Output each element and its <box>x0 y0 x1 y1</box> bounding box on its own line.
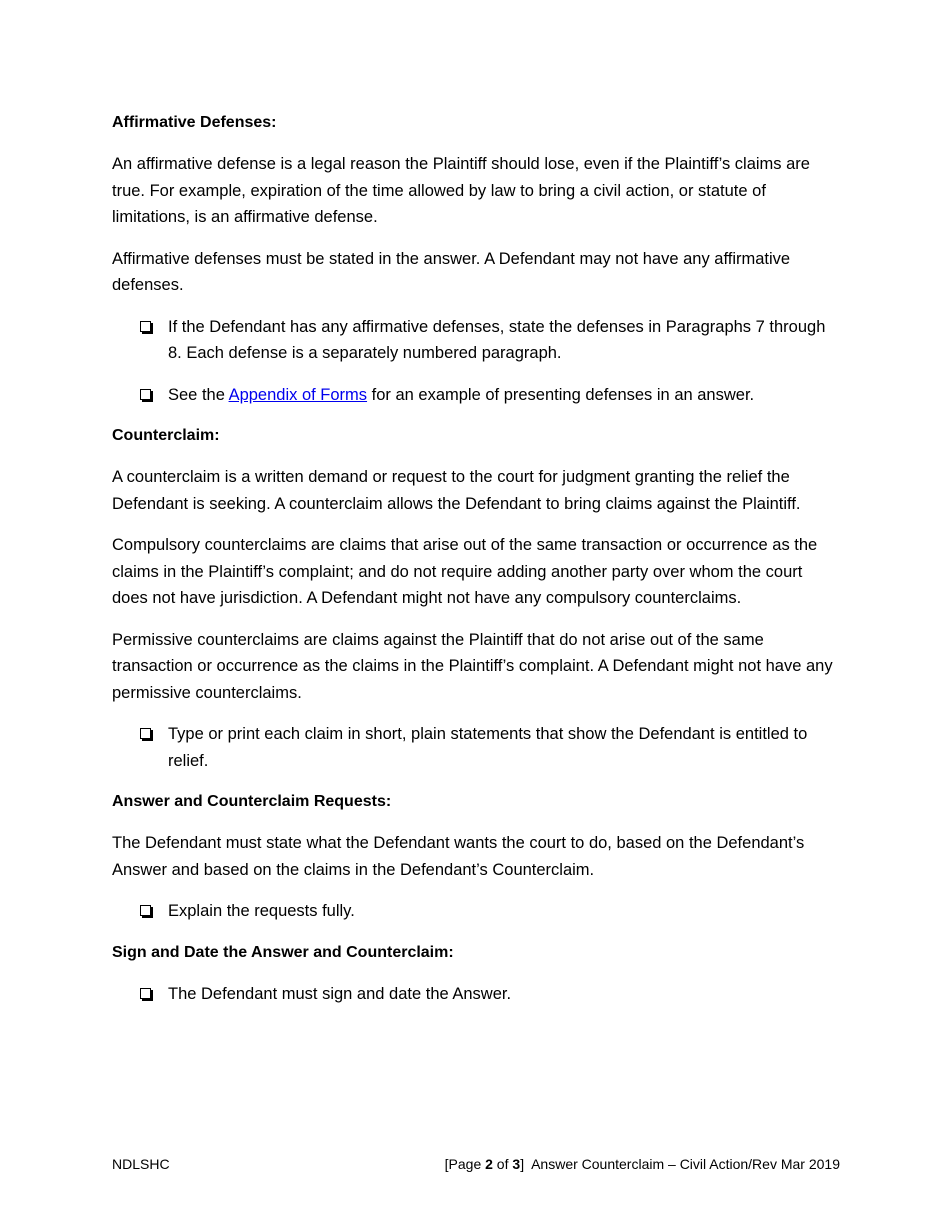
checklist-item-appendix <box>112 382 840 409</box>
checkbox-icon <box>140 728 151 739</box>
compulsory-counterclaims-paragraph: Compulsory counterclaims are claims that arise out of the same transaction or occurrence as the claims in the Plaintiff’s complaint; and do not require adding another party over whom the court does not have jurisdiction. A Defendant might not have any compulsory counterclaims. <box>112 536 818 607</box>
checklist-item-text: The Defendant must sign and date the Answer. <box>168 984 512 1003</box>
current-page-number: 2 <box>485 1156 493 1172</box>
checkbox-icon <box>140 389 151 400</box>
page-footer <box>112 1154 840 1174</box>
checklist-item-explain-requests <box>112 898 840 925</box>
affirmative-defenses-heading: Affirmative Defenses: <box>112 114 277 131</box>
checkbox-icon <box>140 905 151 916</box>
permissive-counterclaims-paragraph: Permissive counterclaims are claims against the Plaintiff that do not arise out of the same transaction or occurrence as the claims in the Plaintiff’s complaint. A Defendant might not have any permissive counterclaims. <box>112 630 833 702</box>
document-body <box>112 110 840 1022</box>
checklist-item-state-defenses <box>112 314 840 367</box>
checklist-item-text: Explain the requests fully. <box>168 902 355 920</box>
counterclaim-heading: Counterclaim: <box>112 427 220 444</box>
checkbox-icon <box>140 321 151 332</box>
checkbox-icon <box>140 988 151 999</box>
checklist-item-text: If the Defendant has any affirmative defenses, state the defenses in Paragraphs 7 through 8. Each defense is a separately numbered paragraph. <box>168 317 826 362</box>
counterclaim-definition: A counterclaim is a written demand or request to the court for judgment granting the relief the Defendant is seeking. A counterclaim allows the Defendant to bring claims against the Plaintiff. <box>112 468 801 513</box>
requests-heading: Answer and Counterclaim Requests: <box>112 793 392 810</box>
total-page-count: 3 <box>512 1156 521 1172</box>
checklist-item-type-claims <box>112 721 840 774</box>
checklist-item-text-after: for an example of presenting defenses in an answer. <box>367 385 755 404</box>
affirmative-defense-requirement: Affirmative defenses must be stated in the answer. A Defendant may not have any affirmative defenses. <box>112 249 791 294</box>
appendix-of-forms-link[interactable]: Appendix of Forms <box>228 385 368 404</box>
footer-organization: NDLSHC <box>112 1156 170 1172</box>
checklist-item-text: Type or print each claim in short, plain statements that show the Defendant is entitled to relief. <box>168 725 808 770</box>
checklist-item-sign-date <box>112 981 840 1008</box>
checklist-item-text-before: See the <box>168 385 229 404</box>
affirmative-defense-definition: An affirmative defense is a legal reason the Plaintiff should lose, even if the Plaintiff’s claims are true. For example, expiration of the time allowed by law to bring a civil action, or statute of limitations, is an affirmative defense. <box>112 155 810 226</box>
requests-paragraph: The Defendant must state what the Defendant wants the court to do, based on the Defendant’s Answer and based on the claims in the Defendant’s Counterclaim. <box>112 834 805 879</box>
footer-page-info: [Page 2 of 3] Answer Counterclaim – Civil Action/Rev Mar 2019 <box>444 1156 840 1172</box>
sign-date-heading: Sign and Date the Answer and Counterclaim: <box>112 943 454 961</box>
footer-document-title: Answer Counterclaim – Civil Action/Rev Mar 2019 <box>524 1156 840 1172</box>
